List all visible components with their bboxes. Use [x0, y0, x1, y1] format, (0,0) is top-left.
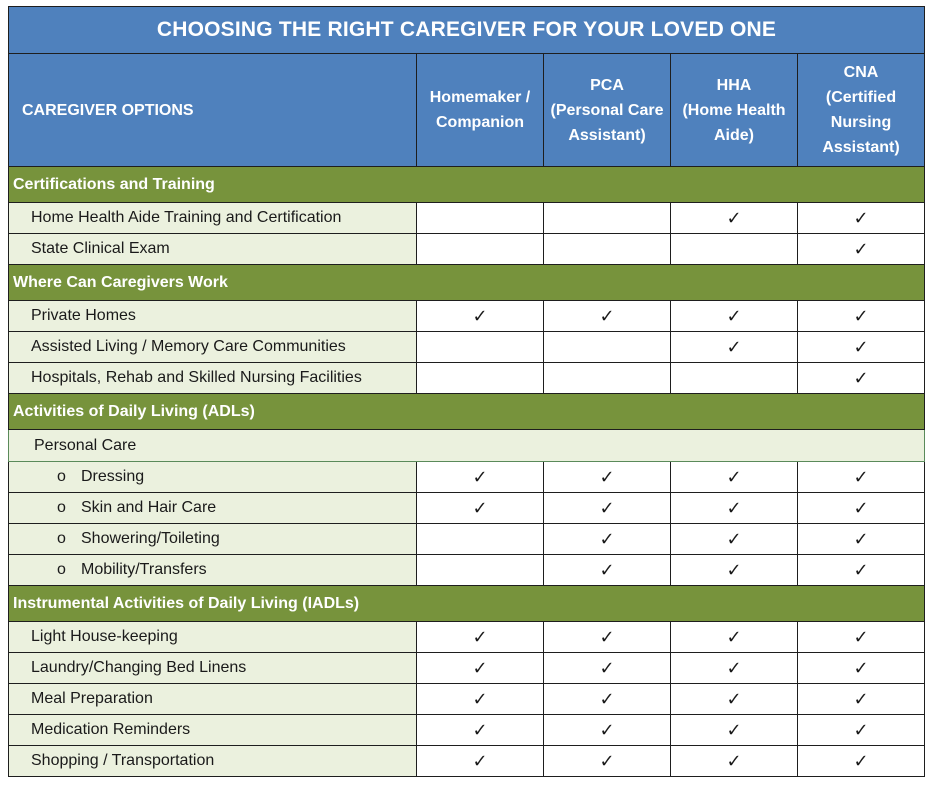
checkmark-icon: ✓: [544, 301, 671, 332]
row-label-text: Mobility/Transfers: [81, 561, 207, 578]
row-label: [9, 363, 417, 394]
empty-cell: [417, 363, 544, 394]
section-row: [9, 265, 925, 301]
checkmark-icon: ✓: [671, 555, 798, 586]
header-line: (Personal Care: [550, 101, 664, 119]
row-label: [9, 622, 417, 653]
row-label: [9, 234, 417, 265]
title-row: [9, 7, 925, 54]
section-heading: Certifications and Training: [9, 167, 925, 203]
header-line: Aide): [714, 126, 754, 144]
checkmark-icon: ✓: [417, 746, 544, 777]
checkmark-icon: ✓: [671, 622, 798, 653]
table-row: [9, 524, 925, 555]
bullet-icon: o: [57, 468, 66, 485]
header-line: Homemaker /: [429, 89, 531, 106]
checkmark-icon: ✓: [544, 524, 671, 555]
table-row: [9, 234, 925, 265]
checkmark-icon: ✓: [671, 332, 798, 363]
checkmark-icon: ✓: [544, 493, 671, 524]
bullet-icon: o: [57, 499, 66, 516]
table-row: [9, 462, 925, 493]
row-label-text: Meal Preparation: [31, 690, 153, 707]
group-label: Personal Care: [9, 430, 925, 462]
header-line: Nursing: [830, 114, 892, 131]
checkmark-icon: ✓: [671, 746, 798, 777]
header-line: (Home Health: [682, 101, 786, 119]
checkmark-icon: ✓: [798, 746, 925, 777]
checkmark-icon: ✓: [417, 622, 544, 653]
table-row: [9, 493, 925, 524]
table-row: [9, 622, 925, 653]
empty-cell: [417, 332, 544, 363]
checkmark-icon: ✓: [544, 746, 671, 777]
bullet-icon: o: [57, 561, 66, 578]
row-label: [9, 746, 417, 777]
checkmark-icon: ✓: [544, 715, 671, 746]
row-label: [9, 684, 417, 715]
bullet-icon: o: [57, 530, 66, 547]
section-heading: Where Can Caregivers Work: [9, 265, 925, 301]
checkmark-icon: ✓: [671, 203, 798, 234]
empty-cell: [417, 234, 544, 265]
header-line: Assistant): [822, 139, 900, 156]
checkmark-icon: ✓: [798, 493, 925, 524]
header-line: Assistant): [568, 126, 646, 144]
row-label: [9, 203, 417, 234]
row-label-text: Dressing: [81, 468, 145, 485]
checkmark-icon: ✓: [798, 653, 925, 684]
empty-cell: [671, 234, 798, 265]
header-cna: [798, 54, 925, 167]
empty-cell: [671, 363, 798, 394]
row-label-text: State Clinical Exam: [31, 240, 170, 257]
checkmark-icon: ✓: [544, 653, 671, 684]
checkmark-icon: ✓: [671, 653, 798, 684]
checkmark-icon: ✓: [798, 234, 925, 265]
group-row: [9, 430, 925, 462]
empty-cell: [544, 234, 671, 265]
row-label-text: Light House-keeping: [31, 628, 178, 645]
checkmark-icon: ✓: [417, 493, 544, 524]
checkmark-icon: ✓: [798, 203, 925, 234]
checkmark-icon: ✓: [671, 462, 798, 493]
row-label-text: Skin and Hair Care: [81, 499, 217, 516]
row-label: [9, 555, 417, 586]
checkmark-icon: ✓: [417, 301, 544, 332]
table-row: [9, 555, 925, 586]
table-row: [9, 684, 925, 715]
checkmark-icon: ✓: [798, 301, 925, 332]
table-row: [9, 715, 925, 746]
header-caregiver-options: CAREGIVER OPTIONS: [9, 54, 417, 167]
row-label-text: Private Homes: [31, 307, 136, 324]
table-row: [9, 332, 925, 363]
checkmark-icon: ✓: [671, 684, 798, 715]
row-label-text: Home Health Aide Training and Certification: [31, 209, 342, 226]
checkmark-icon: ✓: [417, 684, 544, 715]
section-heading: Activities of Daily Living (ADLs): [9, 394, 925, 430]
empty-cell: [544, 203, 671, 234]
header-hha: [671, 54, 798, 167]
row-label: [9, 493, 417, 524]
checkmark-icon: ✓: [798, 524, 925, 555]
row-label: [9, 715, 417, 746]
header-line: PCA: [590, 76, 624, 94]
checkmark-icon: ✓: [671, 524, 798, 555]
checkmark-icon: ✓: [544, 555, 671, 586]
row-label-text: Medication Reminders: [31, 721, 191, 738]
section-heading: Instrumental Activities of Daily Living (IADLs): [9, 586, 925, 622]
section-row: [9, 394, 925, 430]
table-row: [9, 301, 925, 332]
checkmark-icon: ✓: [544, 684, 671, 715]
checkmark-icon: ✓: [671, 301, 798, 332]
page-title: CHOOSING THE RIGHT CAREGIVER FOR YOUR LOVED ONE: [9, 7, 925, 54]
row-label: [9, 462, 417, 493]
empty-cell: [417, 203, 544, 234]
column-header-row: [9, 54, 925, 167]
checkmark-icon: ✓: [798, 363, 925, 394]
header-line: CNA: [843, 64, 879, 81]
empty-cell: [417, 524, 544, 555]
checkmark-icon: ✓: [798, 462, 925, 493]
checkmark-icon: ✓: [544, 462, 671, 493]
checkmark-icon: ✓: [798, 684, 925, 715]
empty-cell: [544, 332, 671, 363]
table-row: [9, 363, 925, 394]
header-line: (Certified: [825, 89, 897, 106]
caregiver-comparison-table: [8, 6, 925, 777]
checkmark-icon: ✓: [417, 715, 544, 746]
checkmark-icon: ✓: [798, 622, 925, 653]
header-homemaker: [417, 54, 544, 167]
checkmark-icon: ✓: [798, 555, 925, 586]
row-label: [9, 653, 417, 684]
row-label-text: Shopping / Transportation: [31, 752, 215, 769]
section-row: [9, 167, 925, 203]
row-label: [9, 332, 417, 363]
empty-cell: [417, 555, 544, 586]
row-label-text: Hospitals, Rehab and Skilled Nursing Facilities: [31, 369, 362, 386]
header-line: HHA: [716, 76, 752, 94]
checkmark-icon: ✓: [671, 715, 798, 746]
row-label: [9, 524, 417, 555]
row-label-text: Laundry/Changing Bed Linens: [31, 659, 247, 676]
row-label-text: Showering/Toileting: [81, 530, 220, 547]
section-row: [9, 586, 925, 622]
empty-cell: [544, 363, 671, 394]
checkmark-icon: ✓: [417, 653, 544, 684]
checkmark-icon: ✓: [417, 462, 544, 493]
checkmark-icon: ✓: [798, 332, 925, 363]
header-pca: [544, 54, 671, 167]
checkmark-icon: ✓: [544, 622, 671, 653]
header-line: Companion: [436, 114, 524, 131]
row-label-text: Assisted Living / Memory Care Communities: [31, 338, 346, 355]
table-row: [9, 653, 925, 684]
table-row: [9, 203, 925, 234]
checkmark-icon: ✓: [798, 715, 925, 746]
table-row: [9, 746, 925, 777]
checkmark-icon: ✓: [671, 493, 798, 524]
row-label: [9, 301, 417, 332]
